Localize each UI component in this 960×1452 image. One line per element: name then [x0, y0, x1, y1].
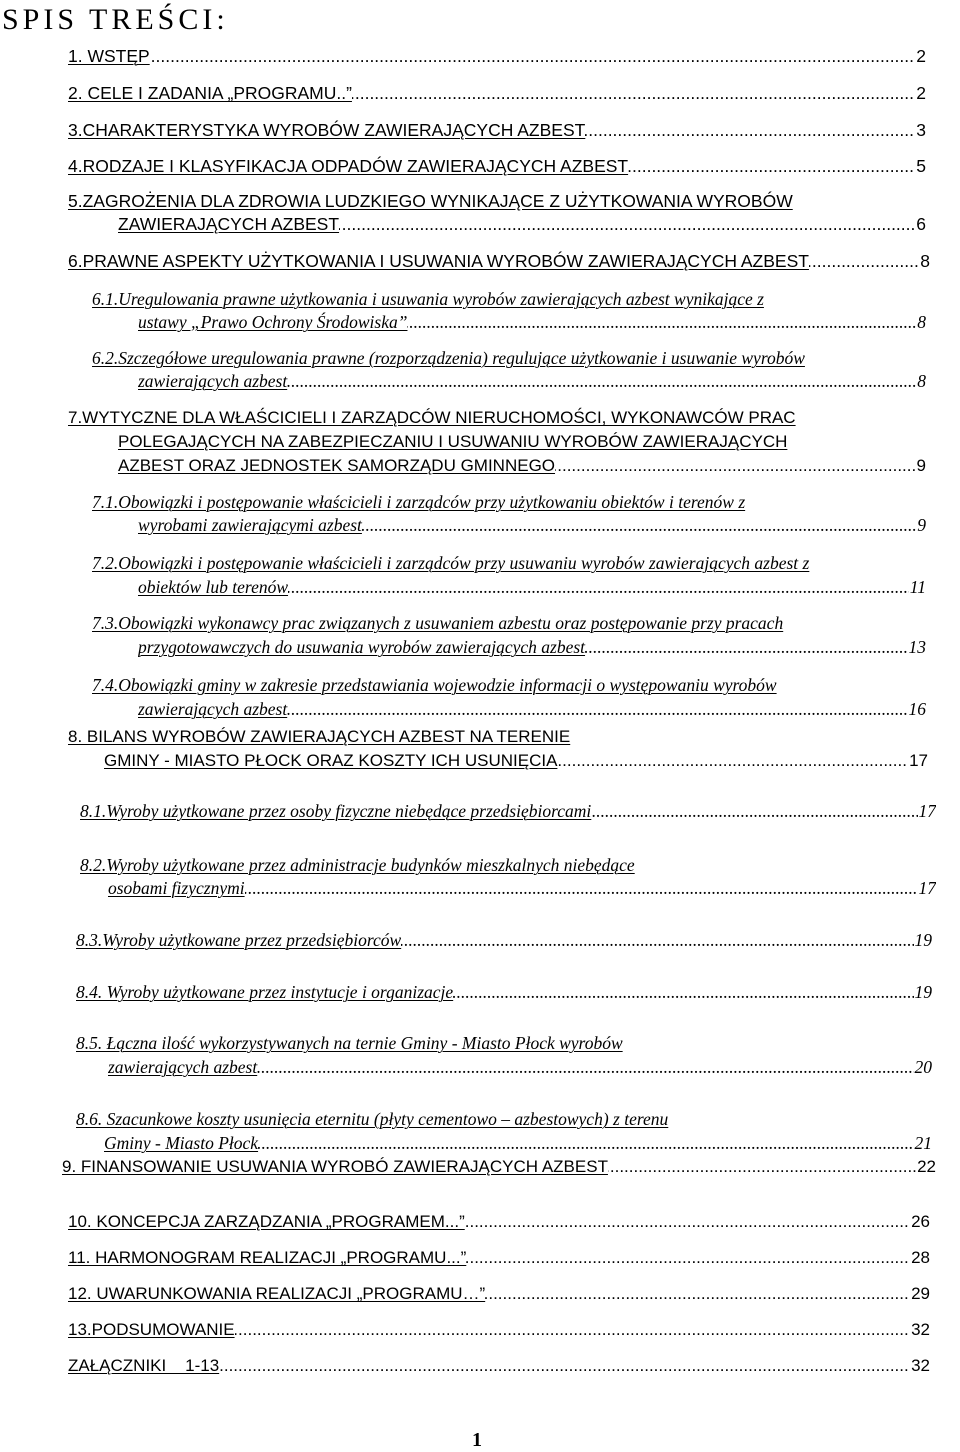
toc-entry-text: 8.6. Szacunkowe koszty usunięcia eternitu (płyty cementowo – azbestowych) z terenu — [76, 1109, 669, 1129]
toc-entry-text: ustawy „Prawo Ochrony Środowiska” — [138, 312, 408, 332]
toc-entry-text: 5.ZAGROŻENIA DLA ZDROWIA LUDZKIEGO WYNIKAJĄCE Z UŻYTKOWANIA WYROBÓW — [68, 191, 793, 211]
toc-entry-page: 13 — [908, 637, 926, 657]
toc-entry-attachments[interactable] — [68, 1355, 930, 1377]
toc-entry-text: ZAWIERAJĄCYCH AZBEST — [118, 214, 340, 234]
toc-entry-7-2-cont[interactable] — [138, 576, 926, 598]
toc-entry-page: 8 — [917, 312, 926, 332]
toc-entry-text: 10. KONCEPCJA ZARZĄDZANIA „PROGRAMEM...” — [68, 1212, 465, 1231]
toc-entry-page: 21 — [914, 1133, 932, 1153]
toc-entry-7-cont-1[interactable] — [118, 431, 930, 453]
toc-entry-5[interactable] — [68, 190, 936, 212]
toc-entry-6-2[interactable] — [92, 347, 950, 369]
toc-entry-page: 6 — [916, 214, 926, 234]
toc-entry-6-1[interactable] — [92, 288, 902, 310]
toc-entry-8-2[interactable] — [80, 854, 752, 876]
toc-entry-12[interactable] — [68, 1283, 930, 1305]
toc-entry-page: 16 — [908, 699, 926, 719]
toc-entry-page: 2 — [916, 83, 926, 103]
toc-entry-text: AZBEST ORAZ JEDNOSTEK SAMORZĄDU GMINNEGO — [118, 456, 556, 475]
toc-entry-text: obiektów lub terenów — [138, 577, 289, 597]
toc-entry-8-1[interactable] — [80, 800, 936, 822]
toc-entry-7-4-cont[interactable] — [138, 698, 926, 720]
toc-entry-text: 7.2.Obowiązki i postępowanie właścicieli i zarządców przy usuwaniu wyrobów zawierających azbest z — [92, 553, 810, 573]
toc-entry-text: ZAŁĄCZNIKI 1-13 — [68, 1356, 220, 1375]
toc-entry-page: 11 — [909, 577, 926, 597]
toc-entry-7-3-cont[interactable] — [138, 636, 926, 658]
toc-entry-page: 28 — [911, 1248, 930, 1267]
toc-entry-text: GMINY - MIASTO PŁOCK ORAZ KOSZTY ICH USUNIĘCIA — [104, 751, 558, 770]
toc-entry-page: 20 — [914, 1057, 932, 1077]
toc-entry-page: 17 — [909, 751, 928, 770]
toc-entry-text: 8.3.Wyroby użytkowane przez przedsiębiorców — [76, 930, 402, 950]
toc-entry-text: 12. UWARUNKOWANIA REALIZACJI „PROGRAMU…” — [68, 1284, 486, 1303]
toc-entry-text: 6.1.Uregulowania prawne użytkowania i usuwania wyrobów zawierających azbest wynikające z — [92, 289, 764, 309]
toc-entry-10[interactable] — [68, 1211, 930, 1233]
toc-entry-page: 29 — [911, 1284, 930, 1303]
toc-entry-8-3[interactable] — [76, 929, 932, 951]
toc-entry-page: 8 — [917, 371, 926, 391]
toc-entry-text: 6.2.Szczegółowe uregulowania prawne (rozporządzenia) regulujące użytkowanie i usuwanie wyrobów — [92, 348, 805, 368]
toc-entry-6[interactable] — [68, 250, 930, 272]
toc-entry-8-6[interactable] — [76, 1108, 788, 1130]
toc-entry-text: 9. FINANSOWANIE USUWANIA WYROBÓ ZAWIERAJĄCYCH AZBEST — [62, 1157, 608, 1176]
toc-entry-text: przygotowawczych do usuwania wyrobów zawierających azbest — [138, 637, 586, 657]
toc-entry-1[interactable] — [68, 45, 926, 67]
toc-entry-6-1-cont[interactable] — [138, 311, 926, 333]
toc-entry-text: 2. CELE I ZADANIA „PROGRAMU..” — [68, 83, 352, 103]
toc-entry-page: 8 — [920, 251, 930, 271]
toc-entry-8-5[interactable] — [76, 1032, 736, 1054]
toc-entry-page: 22 — [917, 1157, 936, 1176]
toc-entry-6-2-cont[interactable] — [138, 370, 926, 392]
toc-entry-7-1-cont[interactable] — [138, 514, 926, 536]
toc-entry-text: zawierających azbest — [138, 699, 288, 719]
toc-entry-page: 32 — [911, 1320, 930, 1339]
toc-entry-8-2-cont[interactable] — [108, 877, 936, 899]
toc-entry-8-6-cont[interactable] — [104, 1132, 932, 1154]
toc-entry-11[interactable] — [68, 1247, 930, 1269]
page-title: SPIS TREŚCI: — [2, 3, 229, 36]
toc-entry-text: 8.2.Wyroby użytkowane przez administracje budynków mieszkalnych niebędące — [80, 855, 635, 875]
toc-entry-7-3[interactable] — [92, 612, 924, 634]
toc-entry-page: 3 — [916, 120, 926, 140]
toc-entry-8-5-cont[interactable] — [108, 1056, 932, 1078]
toc-entry-text: POLEGAJĄCYCH NA ZABEZPIECZANIU I USUWANIU WYROBÓW ZAWIERAJĄCYCH — [118, 432, 788, 451]
toc-entry-8[interactable] — [68, 726, 680, 748]
toc-entry-page: 19 — [914, 930, 932, 950]
toc-entry-page: 9 — [916, 456, 926, 475]
toc-entry-page: 17 — [918, 878, 936, 898]
toc-entry-2[interactable] — [68, 82, 926, 104]
toc-entry-text: 7.3.Obowiązki wykonawcy prac związanych z usuwaniem azbestu oraz postępowanie przy pracach — [92, 613, 784, 633]
toc-entry-9[interactable] — [62, 1156, 936, 1178]
toc-entry-text: 13.PODSUMOWANIE — [68, 1320, 235, 1339]
toc-entry-text: osobami fizycznymi — [108, 878, 245, 898]
toc-entry-text: 3.CHARAKTERYSTYKA WYROBÓW ZAWIERAJĄCYCH AZBEST — [68, 120, 586, 140]
toc-entry-text: 7.1.Obowiązki i postępowanie właścicieli i zarządców przy użytkowaniu obiektów i terenów z — [92, 492, 746, 512]
toc-entry-4[interactable] — [68, 155, 926, 177]
toc-entry-5-cont[interactable] — [118, 213, 926, 235]
toc-entry-text: 6.PRAWNE ASPEKTY UŻYTKOWANIA I USUWANIA WYROBÓW ZAWIERAJĄCYCH AZBEST — [68, 251, 809, 271]
toc-entry-text: zawierających azbest — [138, 371, 288, 391]
toc-entry-text: 8.5. Łączna ilość wykorzystywanych na ternie Gminy - Miasto Płock wyrobów — [76, 1033, 623, 1053]
toc-entry-text: 8.1.Wyroby użytkowane przez osoby fizyczne niebędące przedsiębiorcami — [80, 801, 592, 821]
toc-entry-text: wyrobami zawierającymi azbest — [138, 515, 362, 535]
toc-entry-7-cont-2[interactable] — [118, 455, 926, 477]
toc-entry-page: 9 — [917, 515, 926, 535]
toc-entry-page: 26 — [911, 1212, 930, 1231]
toc-entry-page: 2 — [916, 46, 926, 66]
toc-entry-page: 5 — [916, 156, 926, 176]
toc-entry-text: 7.4.Obowiązki gminy w zakresie przedstawiania wojewodzie informacji o występowaniu wyrobów — [92, 675, 777, 695]
page-number: 1 — [472, 1429, 482, 1451]
toc-entry-7-4[interactable] — [92, 674, 918, 696]
toc-entry-page: 32 — [911, 1356, 930, 1375]
toc-entry-13[interactable] — [68, 1319, 930, 1341]
toc-entry-3[interactable] — [68, 119, 926, 141]
toc-entry-8-4[interactable] — [76, 981, 932, 1003]
toc-entry-text: 11. HARMONOGRAM REALIZACJI „PROGRAMU...” — [68, 1248, 467, 1267]
toc-entry-page: 19 — [914, 982, 932, 1002]
toc-entry-7-2[interactable] — [92, 552, 958, 574]
toc-entry-text: 7.WYTYCZNE DLA WŁAŚCICIELI I ZARZĄDCÓW NIERUCHOMOŚCI, WYKONAWCÓW PRAC — [68, 408, 796, 427]
toc-entry-7-1[interactable] — [92, 491, 882, 513]
toc-entry-text: 1. WSTĘP — [68, 46, 150, 66]
toc-entry-text: 4.RODZAJE I KLASYFIKACJA ODPADÓW ZAWIERAJĄCYCH AZBEST — [68, 156, 629, 176]
toc-entry-7[interactable] — [68, 407, 954, 429]
toc-entry-text: 8. BILANS WYROBÓW ZAWIERAJĄCYCH AZBEST NA TERENIE — [68, 727, 571, 746]
toc-entry-page: 17 — [918, 801, 936, 821]
toc-entry-text: 8.4. Wyroby użytkowane przez instytucje i organizacje — [76, 982, 454, 1002]
toc-entry-8-cont[interactable] — [104, 750, 928, 772]
toc-entry-text: Gminy - Miasto Płock — [104, 1133, 259, 1153]
toc-entry-text: zawierających azbest — [108, 1057, 258, 1077]
